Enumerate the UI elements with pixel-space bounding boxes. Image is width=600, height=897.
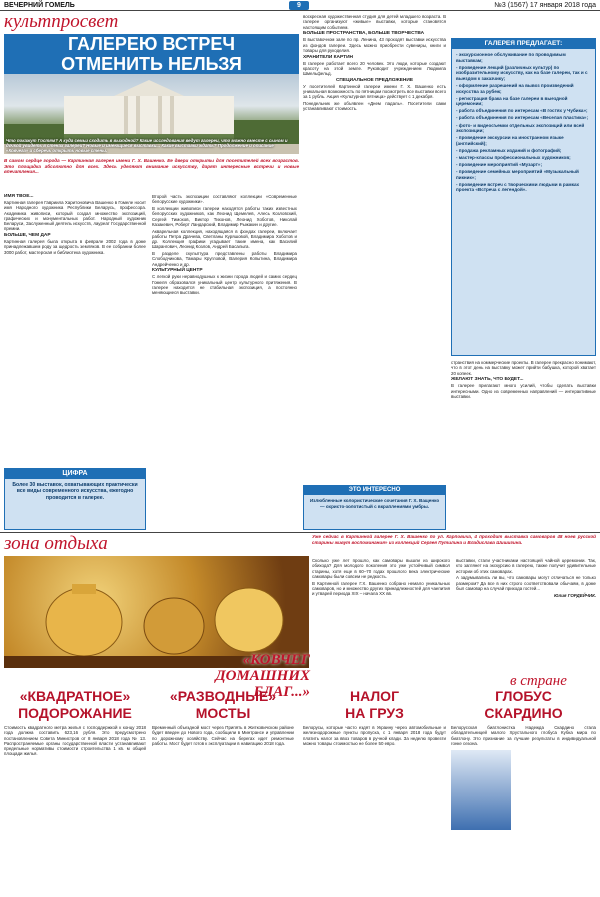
news-title-4b: СКАРДИНО [484,705,563,721]
news-text-3: Белорусы, которые часто ездят в Украину через автомобильные и железнодорожные пункты пропуска, с 1 января 2018 года будут платить налог за ввоз товаров в ручной клади. За неделю провезти можно товары стоимостью не более 50 евро. [303,725,446,746]
text-more: Картинная галерея была открыта в феврале 2002 года в доме принадлежавшем роду за щедрость земляков. В ее собрании более 3000 работ, мастерская и библиотека художника. [4,239,146,255]
culture-headline [4,34,299,74]
subhead-center: КУЛЬТУРНЫЙ ЦЕНТР [152,268,203,274]
cifra-box [4,468,146,530]
news-item-globe [451,688,596,830]
kovcheg-author: Юлия ГОРДЕЙЧИК. [553,592,596,598]
headline-line1: ГАЛЕРЕЮ ВСТРЕЧ [67,34,236,54]
interest-text: Излюбленные колористические сочетания Г. Х. Ващенко — охристо-золотистый с вкраплениями умбры. [309,498,440,509]
news-title-3a: НАЛОГ [349,688,400,704]
text-offer2: Понедельник же объявлен «Днем падаль». Посетители сами устанавливают стоимость. [303,101,446,112]
kovcheg-text-4: А задумывались ли вы, что самовары могут отличаться не только размером? Да все в них строго соответствовали обычаям, в доме был самовар на случай прихода гостей... [456,575,596,591]
culture-column-2 [152,194,297,297]
page-number: 9 [289,1,309,10]
offer-item: - проведение экскурсии на иностранном языке (английский); [456,135,564,146]
subhead-name: ИМЯ ТВОЕ... [4,194,34,199]
news-title-1b: ПОДОРОЖАНИЕ [18,705,132,721]
offer-item: - регистрация брака на базе галереи в выездной церемонии; [456,95,568,107]
subhead-offer: СПЕЦИАЛЬНОЕ ПРЕДЛОЖЕНИЕ [335,77,414,83]
news-text-1: Стоимость квадратного метра жилья с господдержкой к концу 2018 года должна составить 623,16 рубля. Это предусмотрено постановлением Совета Министров от 8 января 2018 года № 13. Распространяемые органы государственной власти устанавливают предельные нормативы стоимости строительства 1 кв. м общей площади жилья. [4,725,146,757]
text-space: В выставочном зале по пр. Ленина, 43 проходят выставки искусства из фондов галереи. Здесь можно приобрести сувениры, книги и товары для рукоделия. [303,37,446,53]
offer-item: - мастер-классы профессиональных художников; [456,155,571,160]
biathlete-photo [451,750,511,830]
offer-item: - проведение семейных мероприятий «Музыкальный пикник»; [456,169,579,180]
culture-column-4 [451,360,596,401]
offer-item: - проведение мероприятий «Музарт»; [456,162,542,168]
offer-item: - продажа рекламных изданий и фотографий; [456,147,562,153]
kovcheg-title-line1: «КОВЧЕГ [242,652,310,668]
offer-item: - проведение лекций (различных культур) по изобразительному искусству, как на базе галереи, так и с выездом к заказчику; [456,64,588,81]
offer-item: - проведение встреч с творческими людьми в рамках проекта «Встреча с легендой». [456,181,580,193]
kovcheg-column-1 [312,558,450,598]
offers-title: ГАЛЕРЕЯ ПРЕДЛАГАЕТ: [452,39,595,49]
interest-box [303,485,446,530]
culture-column-1 [4,194,146,256]
offer-item: - экскурсионное обслуживание по проводимым выставкам; [456,52,566,63]
offer-item: - работа объединения по интересам «Веселая пластика»; [456,115,589,121]
subhead-more: БОЛЬШЕ, ЧЕМ ДАР [4,233,51,239]
kovcheg-title-line2: ДОМАШНИХ БЛАГ...» [215,668,310,700]
rubric-rest: зона отдыха [4,533,108,554]
issue-info: №3 (1567) 17 января 2018 года [494,2,596,9]
offer-item: - работа объединения по интересам «В гостях у Чубика»; [456,108,588,114]
news-text-4: Белорусская биатлонистка Надежда Скардино стала обладательницей малого Хрустального глобуса Кубка мира по биатлону. Это признание за лучшие результаты в индивидуальной гонке сезона. [451,725,596,746]
culture-column-3 [303,14,446,113]
news-text-2: Временный объездной мост через Припять в Житковичском районе будет введен до Нового года, сообщили в Минтрансе и управлении по дорожному хозяйству. Сейчас на берегах идет ремонтные работы. Мост будет готов к эксплуатации в навигацию 2018 года. [152,725,294,746]
cifra-text: Более 30 выставок, охватывающих практически все виды современного искусства, ежегодно проводится в галерее. [12,482,138,501]
text-name: Картинная галерея Гавриила Харитоновича Вашенко в Гомеле носит имя Народного художника Республики Беларусь, профессора. Академика живописи, который создал множество экспозиций, графических и монументальных работ. Народный художник Беларуси, Заслуженный деятель искусств, лауреат Государственной премии. [4,200,146,232]
news-title-3b: НА ГРУЗ [345,705,404,721]
offers-list [452,49,595,198]
subhead-space: БОЛЬШЕ ПРОСТРАНСТВА, БОЛЬШЕ ТВОРЧЕСТВА [303,31,425,37]
subhead-store: ХРАНИТЕЛИ КАРТИН [303,54,353,60]
kovcheg-column-2 [456,558,596,599]
subhead-hope: ЖЕЛАЮТ ЗНАТЬ, ЧТО БУДЕТ... [451,377,524,383]
text-store: В галерее работает всего 20 человек. Это люди, которые создают красоту на этой земле. Руководит учреждением Людмила Шмельфельд. [303,60,446,77]
news-title-4a: ГЛОБУС [495,688,552,704]
news-item-bridges [152,688,294,746]
offers-box [451,38,596,356]
offer-item: - оформление разрешений на вывоз произведений искусства за рубеж; [456,82,574,94]
interest-title: ЭТО ИНТЕРЕСНО [304,486,445,495]
text-offer: У посетителей Картинной галереи имени Г. Х. Вашенко есть уникальная возможность по пятницам посмотреть все выставки всего за 1 рубль. Акция «Культурная пятница» действует с 1 декабря. [303,83,447,100]
rubric-abroad: в стране [510,673,567,689]
text-col4: странствия на коммерческие проекты. В галерее прекрасно понимают, что в этот день на выставку может прийти бабушка, которой хватает 20 копеек. [451,360,596,376]
rubric-culture: культпросвет [4,11,119,32]
text-col2c: Акварельная коллекция, находящаяся в фондах галереи, включает работы Петра Драчева, Светланы Куряшовой, Владимира Хоботов и др. Коллекция графики угадывает такие имена, как Василий Шарангович, Леонид Козлов, Андрей Басалыга. [152,228,297,250]
culture-lead: В самом сердце города — Картинная галерея имени Г. Х. Вашенко. Ее двери открыты для посетителей всех возрастов. Это площадка абсолютно для всех. Здесь уделяют внимание искусству, дарят интересные встречи и новые впечатления... [4,158,299,175]
photo-caption: Что покажут Гостям? А куда семьи сходить в выходной? Какие исследования ведут галереи, что можно вместе с сыном и дочкой увидеть в стенах галереи? Новые и имеющиеся выставки... Какие выставки ждать? Продолжение и описание «Ковчега» и сберечь открыть новые стены. [6,138,288,154]
text-hope: В галерее прилагают много усилий, чтобы сделать выставки интересными. Одно из современных направлений — интерактивные выставки. [451,383,596,399]
kovcheg-text-2: В Картинной галерее Г.Х. Вашенко собрано немало уникальных самоваров, но и множество других принадлежностей для чаепития и утварей периода XIX – начала XX вв. [312,580,450,597]
news-title-2a: «РАЗВОДНЫЕ» [169,688,277,704]
bottom-news [0,688,600,897]
newspaper-title: ВЕЧЕРНИЙ ГОМЕЛЬ [4,2,75,9]
kovcheg-lead: Уже сейчас в Картинной галерее Г. Х. Вашенко по ул. Карповича, 4 проходит выставка самоваров 48 ноев русской старины живут воспоминания» из коллекций Сергея Путилина и Владислава Шишигина. [312,534,596,545]
text-col2b: В коллекции живописи галереи находятся работы таких известных белорусских художников, как Леонид Щемелев, Алесь Козловский, Сергей Тимохов, Виктор Тихонов, Леонид Хоботов, Николай Казакевич, Роберт Ландарский, Владимир Рыжакин и другие. [152,205,297,227]
text-center: С легкой руки неравнодушных к жизни города людей и самих сердец Гомеля образовался уникальный центр культурного притяжения. В галерее находится не стабильная экспозиция, а постоянно меняющиеся выставки. [152,274,297,296]
cifra-title: ЦИФРА [5,469,145,479]
news-title-1a: «КВАДРАТНОЕ» [19,688,131,704]
news-item-tax [303,688,446,746]
news-title-2b: МОСТЫ [195,705,251,721]
news-item-housing [4,688,146,757]
text-col2d: В разделе скульптура представлены работы Владимира Слободчикова, Тамары Кругловой, Валерия Копытина, Владимира Андрейченко и др. [152,251,297,267]
offer-item: - фото- и видеосъемки отдельных экспозиций или всей экспозиции; [456,122,585,134]
text-col2a: Второй часть экспозиции составляют коллекции «Современные белорусские художники». [152,194,297,205]
headline-line2: ОТМЕНИТЬ НЕЛЬЗЯ [61,54,242,74]
page-header [0,0,600,11]
kovcheg-text-3: выставки, стали участниками настоящей чайной церемонии. Так, кто заглянет на экскурсию в галерею, также получит удивительные истории об этих самоварах. [456,558,596,574]
text-col3a: воскресная художественная студия для детей младшего возраста. В галерее организуют «живые» выставки, которые становятся настоящим событием. [303,14,446,30]
kovcheg-text-1: Сколько уже лет прошло, как самовары вышли из широкого обихода? Для молодого поколения это уже устойчивый символ старины, хотя еще в 60–70 годах прошлого века электрические самовары были совсем не редкость. [312,558,450,579]
